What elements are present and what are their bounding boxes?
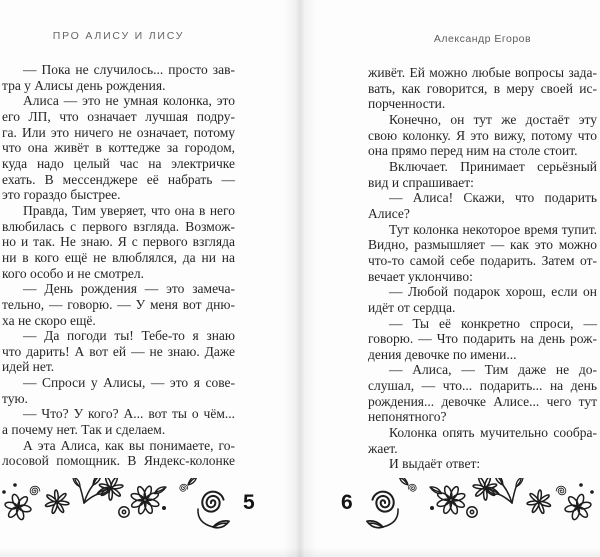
rose-spiral-doodle-icon bbox=[397, 478, 443, 494]
text-line: Алиса — это не умная колонка, это bbox=[23, 93, 235, 109]
text-line: порченности. bbox=[368, 96, 446, 112]
text-line: Тут колонка некоторое время тупит. bbox=[389, 221, 597, 237]
text-line: — Что? У кого? А... вот ты о чём... bbox=[23, 406, 235, 422]
text-line: это гораздо быстрее. bbox=[2, 187, 121, 203]
text-line: тельно, — говорю. — У меня вот дню- bbox=[2, 296, 235, 312]
rose-spiral-doodle-icon bbox=[153, 478, 199, 494]
text-line: кого особо и не смотрел. bbox=[2, 265, 144, 281]
spiral-doodle-icon bbox=[556, 486, 566, 495]
text-line: га. Или это ничего не означает, потому bbox=[2, 124, 235, 140]
text-line: что она живёт в коттедже за городом, bbox=[2, 140, 235, 156]
text-line: — Спроси у Алисы, — это я сове- bbox=[23, 375, 235, 391]
text-line: — Да погоди ты! Тебе-то я знаю bbox=[23, 328, 235, 344]
text-line: лосовой помощник. В Яндекс-колонке bbox=[2, 453, 235, 469]
text-line: идёт от сердца. bbox=[368, 299, 456, 315]
page-number-left: 5 bbox=[243, 491, 255, 514]
text-line: что-то самой себе подарить. Затем от- bbox=[368, 252, 597, 268]
text-line: — Любой подарок хорош, если он bbox=[389, 284, 597, 300]
text-line: Правда, Тим уверяет, что она в него bbox=[23, 202, 235, 218]
text-line: тую. bbox=[2, 390, 28, 406]
text-line: Колонка опять мучительно сообра- bbox=[389, 425, 597, 441]
text-line: И выдаёт ответ: bbox=[389, 456, 481, 472]
text-line: — Пока не случилось... просто зав- bbox=[23, 62, 235, 77]
text-line: ни в кого ещё не влюблялся, да ни на bbox=[2, 249, 235, 265]
text-line: Алисе? bbox=[368, 205, 410, 221]
text-line: тра у Алисы день рождения. bbox=[2, 77, 166, 93]
asterisk-flower-doodle-icon bbox=[525, 488, 552, 515]
text-line: свою колонку. Я это вижу, потому что bbox=[368, 127, 597, 143]
text-line: — Ты её конкретно спроси, — bbox=[389, 315, 597, 331]
dot-doodle-icon bbox=[430, 506, 434, 510]
page-number-right: 6 bbox=[341, 491, 353, 514]
text-line: его ЛП, что означает лучшая подру- bbox=[2, 108, 235, 124]
text-line: рождения... девочке Алисе... чего тут bbox=[368, 393, 597, 409]
text-line: Конечно, он тут же достаёт эту bbox=[389, 111, 597, 127]
page-bottom-shadow bbox=[0, 547, 600, 557]
text-line: что дарить! А вот ей — не знаю. Даже bbox=[2, 343, 235, 359]
text-line: — Алиса, — Тим даже не до- bbox=[389, 362, 597, 378]
text-line: куда надо целый час на электричке bbox=[2, 155, 235, 171]
running-head-left: ПРО АЛИСУ И ЛИСУ bbox=[52, 30, 185, 42]
dot-doodle-icon bbox=[13, 483, 17, 487]
dot-doodle-icon bbox=[590, 490, 594, 494]
running-head-right: Александр Егоров bbox=[433, 33, 532, 45]
text-line: вечает уклончиво: bbox=[368, 268, 473, 284]
spiral-doodle-icon bbox=[30, 486, 40, 495]
text-line: Включает. Принимает серьёзный bbox=[389, 158, 597, 174]
text-line: вать, как говорится, в меру своей ис- bbox=[368, 80, 597, 96]
text-line: живёт. Ей можно любые вопросы зада- bbox=[368, 65, 597, 80]
bullseye-doodle-icon bbox=[467, 507, 477, 517]
big-spiral-doodle-icon bbox=[367, 489, 398, 528]
text-line: она прямо перед ним на столе стоит. bbox=[368, 143, 578, 159]
daisy-doodle-icon bbox=[432, 481, 469, 518]
text-line: ехать. В мессенджере её набрать — bbox=[2, 171, 235, 187]
floral-doodle-band-right bbox=[356, 478, 596, 538]
text-line: дения девочке по имени... bbox=[368, 346, 517, 362]
text-line: Видно, размышляет — как это можно bbox=[368, 237, 597, 253]
big-spiral-doodle-icon bbox=[198, 489, 229, 528]
floral-doodle-band-left bbox=[0, 478, 240, 538]
asterisk-flower-doodle-icon bbox=[44, 488, 71, 515]
dot-doodle-icon bbox=[579, 483, 583, 487]
loop-flower-doodle-icon bbox=[2, 492, 33, 523]
text-line: ха не скоро ещё. bbox=[2, 312, 96, 328]
body-text-right bbox=[368, 65, 597, 472]
text-line: слушал, — что... подарить... на день bbox=[368, 378, 597, 394]
text-line: А эта Алиса, как вы понимаете, го- bbox=[23, 437, 235, 453]
text-line: вид и спрашивает: bbox=[368, 174, 474, 190]
text-line: жает. bbox=[368, 440, 398, 456]
text-line: говорю. — Что подарить на день рож- bbox=[368, 331, 597, 347]
bullseye-doodle-icon bbox=[119, 507, 129, 517]
daisy-doodle-icon bbox=[126, 481, 163, 518]
dot-doodle-icon bbox=[162, 506, 166, 510]
text-line: идей нет. bbox=[2, 359, 55, 375]
loop-flower-doodle-icon bbox=[562, 492, 593, 523]
text-line: — День рождения — это замеча- bbox=[23, 281, 235, 297]
body-text-left bbox=[2, 62, 235, 469]
text-line: влюбилась с первого взгляда. Возмож- bbox=[2, 218, 235, 234]
text-line: непонятного? bbox=[368, 409, 447, 425]
dot-doodle-icon bbox=[2, 490, 6, 494]
book-gutter-shadow bbox=[283, 0, 317, 557]
text-line: а почему нет. Так и сделаем. bbox=[2, 422, 166, 438]
text-line: — Алиса! Скажи, что подарить bbox=[389, 190, 597, 206]
text-line: но и так. Не знаю. Я с первого взгляда bbox=[2, 234, 235, 250]
